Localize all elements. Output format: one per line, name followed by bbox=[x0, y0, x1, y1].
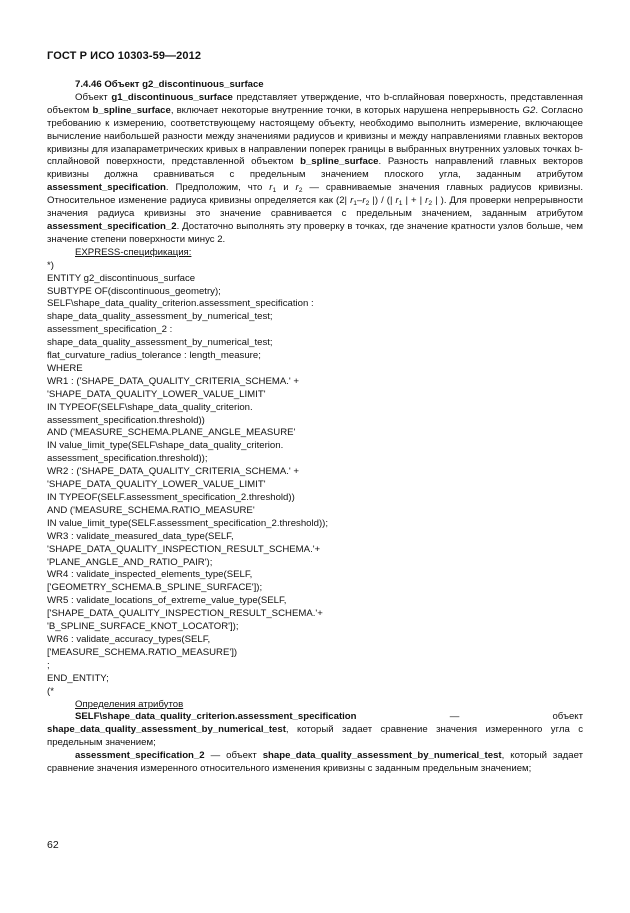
definitions-label: Определения атрибутов bbox=[75, 698, 184, 710]
code-line: ['GEOMETRY_SCHEMA.B_SPLINE_SURFACE']); bbox=[47, 582, 263, 594]
code-line: IN TYPEOF(SELF\shape_data_quality_criterion. bbox=[47, 401, 253, 413]
code-line: 'SHAPE_DATA_QUALITY_LOWER_VALUE_LIMIT' bbox=[47, 388, 266, 400]
express-code-block bbox=[47, 260, 583, 699]
code-line: ['MEASURE_SCHEMA.RATIO_MEASURE']) bbox=[47, 646, 238, 658]
code-line: IN value_limit_type(SELF\shape_data_quality_criterion. bbox=[47, 440, 284, 452]
attribute-definition-2: assessment_specification_2 — объект shape_data_quality_assessment_by_numerical_test, который задает сравнение значения измеренного относительного изменения кривизны с заданным предельным значением; bbox=[47, 750, 583, 775]
code-line: WR3 : validate_measured_data_type(SELF, bbox=[47, 530, 234, 542]
code-line: ; bbox=[47, 659, 50, 671]
document-header: ГОСТ Р ИСО 10303-59—2012 bbox=[47, 50, 202, 62]
attribute-definition-1: SELF\shape_data_quality_criterion.assessment_specification — объект shape_data_quality_assessment_by_numerical_test, который задает сравнение значения измеренного угла с предельным значением; bbox=[47, 711, 583, 749]
code-line: SUBTYPE OF(discontinuous_geometry); bbox=[47, 285, 221, 297]
code-line: shape_data_quality_assessment_by_numerical_test; bbox=[47, 337, 273, 349]
code-line: assessment_specification.threshold)); bbox=[47, 453, 208, 465]
code-line: IN TYPEOF(SELF.assessment_specification_2.threshold)) bbox=[47, 492, 295, 503]
formula: (2| $r_1-r_2$ |) / (| $r_1$ | + | $r_2$ | ) bbox=[336, 195, 444, 208]
code-line: AND ('MEASURE_SCHEMA.RATIO_MEASURE' bbox=[47, 504, 255, 516]
code-line: END_ENTITY; bbox=[47, 672, 109, 684]
code-line: 'B_SPLINE_SURFACE_KNOT_LOCATOR']); bbox=[47, 621, 239, 633]
code-line: AND ('MEASURE_SCHEMA.PLANE_ANGLE_MEASURE' bbox=[47, 427, 296, 439]
code-line: flat_curvature_radius_tolerance : length_measure; bbox=[47, 350, 261, 362]
code-line: *) bbox=[47, 259, 54, 271]
code-line: (* bbox=[47, 685, 54, 697]
code-line: ['SHAPE_DATA_QUALITY_INSPECTION_RESULT_SCHEMA.'+ bbox=[47, 608, 323, 620]
code-line: WR1 : ('SHAPE_DATA_QUALITY_CRITERIA_SCHEMA.' + bbox=[47, 375, 300, 387]
code-line: 'SHAPE_DATA_QUALITY_LOWER_VALUE_LIMIT' bbox=[47, 479, 266, 491]
document-body bbox=[47, 79, 583, 776]
code-line: WR4 : validate_inspected_elements_type(SELF, bbox=[47, 569, 253, 581]
code-line: IN value_limit_type(SELF.assessment_specification_2.threshold)); bbox=[47, 517, 329, 529]
code-line: WR5 : validate_locations_of_extreme_value_type(SELF, bbox=[47, 595, 287, 607]
code-line: assessment_specification.threshold)) bbox=[47, 414, 205, 426]
code-line: assessment_specification_2 : bbox=[47, 324, 173, 336]
code-line: ENTITY g2_discontinuous_surface bbox=[47, 272, 196, 284]
code-line: WR6 : validate_accuracy_types(SELF, bbox=[47, 633, 211, 645]
section-heading: 7.4.46 Объект g2_discontinuous_surface bbox=[75, 79, 264, 90]
code-line: shape_data_quality_assessment_by_numerical_test; bbox=[47, 311, 273, 323]
code-line: SELF\shape_data_quality_criterion.assessment_specification : bbox=[47, 298, 314, 310]
page-number: 62 bbox=[47, 839, 59, 851]
code-line: 'SHAPE_DATA_QUALITY_INSPECTION_RESULT_SCHEMA.'+ bbox=[47, 543, 321, 555]
code-line: WR2 : ('SHAPE_DATA_QUALITY_CRITERIA_SCHEMA.' + bbox=[47, 466, 300, 478]
code-line: WHERE bbox=[47, 362, 83, 374]
express-label: EXPRESS-спецификация: bbox=[75, 246, 192, 258]
description-paragraph: Объект g1_discontinuous_surface представляет утверждение, что b-сплайновая поверхность, представленная объектом b_spline_surface, включает некоторые внутренние точки, в которых нарушена непрерывность G2. Согласно требованию к измерению, соответствующему настоящему объекту, необходимо выполнить измерение, включающее вычисление наибольшей разности между значениями радиусов и кривизны и между направлениями главных векторов кривизны для изапараметрических кривых в направлении поперек границы в выбранных внутренних узловых точках b-сплайновой поверхности, представленной объектом b_spline_surface. Разность направлений главных векторов кривизны должна сравниваться с предельным значением плоского угла, заданным атрибутом assessment_specification. Предположим, что $r_1$ и $r_2$ — сравниваемые значения главных радиусов кривизны. Относительное изменение радиуса кривизны определяется как (2| $r_1-r_2$ |) / (| $r_1$ | + | $r_2$ | ). Для проверки непрерывности значения радиуса кривизны это значение сравнивается с предельным значением, заданным атрибутом assessment_specification_2. Достаточно выполнять эту проверку в точках, где значение кратности узлов больше, чем значение степени поверхности минус 2. bbox=[47, 91, 584, 245]
code-line: 'PLANE_ANGLE_AND_RATIO_PAIR'); bbox=[47, 556, 213, 568]
